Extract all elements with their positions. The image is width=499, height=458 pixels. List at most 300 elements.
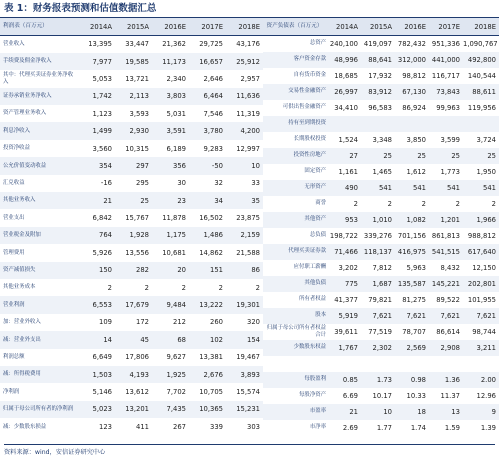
income-table-row xyxy=(0,36,263,53)
cell-value: 17,806 xyxy=(125,353,149,362)
income-table-row xyxy=(0,192,263,209)
income-table-row xyxy=(0,157,263,174)
cell-value: 764 xyxy=(78,227,115,244)
cell-value: 320 xyxy=(247,318,260,327)
row-label: 市盈率 xyxy=(263,404,329,420)
cell-value: 88,611 xyxy=(463,84,499,100)
cell-value: 2 xyxy=(218,283,223,292)
income-table-row xyxy=(0,122,263,139)
row-label: 总资产 xyxy=(309,40,326,47)
cell-value: 1,950 xyxy=(476,167,496,176)
cell-value: 15,574 xyxy=(236,388,260,396)
cell-value: 15,767 xyxy=(125,214,149,223)
income-table-row xyxy=(0,140,263,157)
cell-value: 617,640 xyxy=(463,244,499,260)
row-label: 投资性房地产 xyxy=(263,148,329,164)
cell-value: 953 xyxy=(329,212,361,228)
cell-value: 2,569 xyxy=(395,340,429,356)
balance-table-row xyxy=(263,244,499,260)
cell-value: 86,924 xyxy=(402,103,426,112)
income-table-row xyxy=(0,418,263,435)
income-year-header: 2015A xyxy=(115,18,152,36)
cell-value: 32 xyxy=(214,179,223,188)
row-label: 归属于母公司所有者的净利润 xyxy=(0,401,78,418)
cell-value xyxy=(463,116,499,132)
income-table-row xyxy=(0,296,263,313)
row-label: 市净率 xyxy=(309,424,326,431)
cell-value: 2,302 xyxy=(361,340,395,356)
row-label: 手续费及佣金净收入 xyxy=(0,53,78,70)
cell-value: 3,599 xyxy=(440,135,460,144)
row-label: 利息净收入 xyxy=(0,122,78,139)
cell-value: 441,000 xyxy=(429,52,463,68)
cell-value: 5,023 xyxy=(78,401,115,418)
cell-value: 13,612 xyxy=(125,388,149,396)
balance-table-row xyxy=(263,100,499,116)
cell-value: 154 xyxy=(226,331,263,348)
cell-value: 34,410 xyxy=(334,103,358,112)
cell-value: 3,202 xyxy=(338,263,358,272)
cell-value: 1,486 xyxy=(189,227,226,244)
balance-year-header: 2018E xyxy=(463,18,499,36)
cell-value: 490 xyxy=(329,180,361,196)
cell-value: 77,519 xyxy=(368,327,392,336)
row-label: 无形资产 xyxy=(263,180,329,196)
cell-value: 1,524 xyxy=(338,135,358,144)
cell-value: 1,465 xyxy=(372,167,392,176)
cell-value: 41,377 xyxy=(334,295,358,304)
cell-value: 2,957 xyxy=(240,74,260,83)
cell-value: 26,997 xyxy=(329,84,361,100)
row-label: 净利润 xyxy=(3,388,20,395)
cell-value: 145,221 xyxy=(429,276,463,292)
balance-table-row xyxy=(263,228,499,244)
income-table-row xyxy=(0,279,263,296)
cell-value: 29,725 xyxy=(199,40,223,49)
cell-value: 140,544 xyxy=(467,71,496,80)
balance-table-row xyxy=(263,68,499,84)
balance-table-row xyxy=(263,36,499,52)
cell-value: 81,275 xyxy=(402,295,426,304)
cell-value: 1,966 xyxy=(463,212,499,228)
row-label: 营业收入 xyxy=(3,41,25,48)
cell-value: 43,176 xyxy=(236,40,260,49)
cell-value: 1.39 xyxy=(480,423,496,432)
cell-value: 775 xyxy=(329,276,361,292)
balance-table-row xyxy=(263,420,499,436)
cell-value: 5,146 xyxy=(92,388,112,396)
row-label: 代理买卖证券款 xyxy=(263,244,329,260)
cell-value: 356 xyxy=(152,157,189,174)
cell-value: 1,090,767 xyxy=(463,39,498,48)
balance-table-row xyxy=(263,116,499,132)
cell-value: 240,100 xyxy=(329,39,358,48)
cell-value: 7,621 xyxy=(395,308,429,324)
balance-year-header: 2015A xyxy=(361,18,395,36)
row-label: 总负债 xyxy=(309,232,326,239)
cell-value: 282 xyxy=(115,262,152,279)
cell-value: 0.98 xyxy=(395,372,429,388)
cell-value: 2,908 xyxy=(429,340,463,356)
cell-value: 10,681 xyxy=(162,248,186,257)
cell-value: 150 xyxy=(78,262,115,279)
cell-value: 2,676 xyxy=(189,366,226,383)
cell-value xyxy=(429,356,463,372)
cell-value: 1,161 xyxy=(338,167,358,176)
cell-value: 1,612 xyxy=(406,167,426,176)
cell-value: 0.85 xyxy=(329,372,361,388)
cell-value: 1.73 xyxy=(361,372,395,388)
row-label: 证券承销业务净收入 xyxy=(0,88,78,105)
income-table-row xyxy=(0,244,263,261)
cell-value: 9,627 xyxy=(166,353,186,362)
cell-value: 2 xyxy=(491,199,496,208)
balance-year-header: 2014A xyxy=(329,18,361,36)
cell-value: 15,231 xyxy=(226,401,263,418)
cell-value: 2 xyxy=(255,283,260,292)
cell-value: 6,464 xyxy=(189,88,226,105)
cell-value: 19,585 xyxy=(115,53,152,70)
row-label: 每股盈利 xyxy=(263,372,329,388)
row-label: 营业利润 xyxy=(0,296,78,313)
row-label: 其他业务收入 xyxy=(0,192,78,209)
cell-value: 25,912 xyxy=(226,53,263,70)
cell-value: 1,175 xyxy=(152,227,189,244)
cell-value: 5,031 xyxy=(166,109,186,118)
cell-value: 3,780 xyxy=(189,122,226,139)
cell-value: 5,963 xyxy=(406,263,426,272)
cell-value: 7,621 xyxy=(361,308,395,324)
cell-value: 3,591 xyxy=(152,122,189,139)
cell-value: 10 xyxy=(226,157,263,174)
cell-value: 172 xyxy=(136,318,149,327)
income-table-row xyxy=(0,349,263,366)
cell-value: 416,975 xyxy=(395,244,429,260)
cell-value: 2 xyxy=(144,283,149,292)
cell-value: 119,956 xyxy=(467,103,496,112)
cell-value: 33 xyxy=(251,179,260,188)
cell-value xyxy=(463,356,499,372)
row-label: 营业税金及附加 xyxy=(0,227,78,244)
income-table-row xyxy=(0,366,263,383)
cell-value: 312,000 xyxy=(395,52,429,68)
cell-value xyxy=(361,116,395,132)
cell-value: 86,614 xyxy=(436,327,460,336)
cell-value: 17,679 xyxy=(115,296,152,313)
cell-value: 98,812 xyxy=(402,71,426,80)
balance-table-row xyxy=(263,148,499,164)
cell-value: 25 xyxy=(463,148,499,164)
cell-value: 135,587 xyxy=(395,276,429,292)
income-table-row xyxy=(0,227,263,244)
cell-value: 701,156 xyxy=(397,231,426,240)
cell-value: 2,113 xyxy=(115,88,152,105)
cell-value: 14,862 xyxy=(199,248,223,257)
cell-value: 3,724 xyxy=(476,135,496,144)
cell-value: 267 xyxy=(173,422,186,431)
cell-value: 7,621 xyxy=(463,308,499,324)
row-label: 所有者权益 xyxy=(299,296,326,303)
row-label: 投资净收益 xyxy=(3,145,30,152)
cell-value: 2.69 xyxy=(342,423,358,432)
cell-value: 492,800 xyxy=(463,52,499,68)
cell-value: 6,189 xyxy=(166,144,186,153)
cell-value: 9,484 xyxy=(152,296,189,313)
cell-value xyxy=(429,116,463,132)
row-label: 资产管理业务收入 xyxy=(3,110,47,117)
cell-value: 419,097 xyxy=(363,39,392,48)
cell-value: 73,843 xyxy=(429,84,463,100)
cell-value: 102 xyxy=(189,331,226,348)
cell-value: -50 xyxy=(189,157,226,174)
balance-table-row xyxy=(263,356,499,372)
cell-value: 1,123 xyxy=(92,109,112,118)
cell-value: 71,466 xyxy=(329,244,361,260)
cell-value xyxy=(395,356,429,372)
cell-value: 1.36 xyxy=(429,372,463,388)
balance-table-row xyxy=(263,388,499,404)
cell-value: 39,611 xyxy=(334,327,358,336)
cell-value: 27 xyxy=(329,148,361,164)
cell-value: 6.69 xyxy=(342,391,358,400)
balance-table-row xyxy=(263,180,499,196)
cell-value: 11,878 xyxy=(162,214,186,223)
balance-year-header: 2017E xyxy=(429,18,463,36)
row-label: 商誉 xyxy=(315,200,326,207)
income-year-header: 2014A xyxy=(78,18,115,36)
cell-value: 2,930 xyxy=(115,122,152,139)
cell-value: 13,556 xyxy=(125,248,149,257)
income-table-row xyxy=(0,53,263,70)
cell-value: 782,432 xyxy=(397,39,426,48)
cell-value: 7,435 xyxy=(152,401,189,418)
income-year-header: 2017E xyxy=(189,18,226,36)
cell-value: 2 xyxy=(421,199,426,208)
cell-value: 541 xyxy=(395,180,429,196)
cell-value: 541,515 xyxy=(429,244,463,260)
cell-value: 6,553 xyxy=(78,296,115,313)
income-table-row xyxy=(0,209,263,226)
row-label: 其他业务成本 xyxy=(3,284,36,291)
balance-sheet-table xyxy=(263,17,499,436)
cell-value: 541 xyxy=(429,180,463,196)
cell-value: 2.00 xyxy=(463,372,499,388)
row-label: 归属于母公司所有者权益合计 xyxy=(266,324,326,338)
row-label: 持有至到期投资 xyxy=(263,116,329,132)
balance-table-row xyxy=(263,276,499,292)
cell-value: 11.37 xyxy=(440,391,460,400)
cell-value: 2,646 xyxy=(203,74,223,83)
row-label: 固定资产 xyxy=(304,168,326,175)
cell-value: 1,010 xyxy=(361,212,395,228)
balance-table-row xyxy=(263,132,499,148)
income-table-row xyxy=(0,401,263,418)
cell-value: 1.74 xyxy=(410,423,426,432)
cell-value: 6,649 xyxy=(92,353,112,362)
cell-value: 1.59 xyxy=(444,423,460,432)
cell-value: 18 xyxy=(395,404,429,420)
cell-value: 21 xyxy=(78,192,115,209)
cell-value: 354 xyxy=(78,157,115,174)
cell-value: 1,499 xyxy=(78,122,115,139)
cell-value: 9 xyxy=(463,404,499,420)
cell-value: 25 xyxy=(115,192,152,209)
balance-table-row xyxy=(263,196,499,212)
balance-header-label: 资产负债表（百万元） xyxy=(263,18,329,36)
cell-value: 48,996 xyxy=(329,52,361,68)
balance-table-row xyxy=(263,324,499,340)
source-note: 资料来源：wind，安信证券研究中心 xyxy=(4,444,495,456)
cell-value: 86 xyxy=(226,262,263,279)
cell-value: 3,348 xyxy=(372,135,392,144)
cell-value: 9,283 xyxy=(203,144,223,153)
row-label: 其中：代理买卖证券业务净收入 xyxy=(3,72,74,85)
row-label: 营业支出 xyxy=(3,214,25,221)
cell-value: 2 xyxy=(353,199,358,208)
cell-value: 6,842 xyxy=(92,214,112,223)
cell-value: 951,336 xyxy=(431,39,460,48)
cell-value: 14 xyxy=(78,331,115,348)
cell-value: 1,773 xyxy=(440,167,460,176)
cell-value: 98,744 xyxy=(472,327,496,336)
row-label xyxy=(263,356,329,372)
cell-value: 988,812 xyxy=(467,231,496,240)
income-table-row xyxy=(0,383,263,400)
cell-value: 260 xyxy=(210,318,223,327)
cell-value: 3,850 xyxy=(406,135,426,144)
balance-table-row xyxy=(263,372,499,388)
row-label: 减：少数股东损益 xyxy=(3,423,47,430)
cell-value: 541 xyxy=(463,180,499,196)
cell-value: 295 xyxy=(136,179,149,188)
income-header-row xyxy=(0,18,263,36)
cell-value: 13,222 xyxy=(189,296,226,313)
cell-value: 4,193 xyxy=(115,366,152,383)
balance-table-body xyxy=(263,36,499,436)
cell-value xyxy=(395,116,429,132)
income-year-header: 2016E xyxy=(152,18,189,36)
income-table-row xyxy=(0,70,263,87)
cell-value: 11,319 xyxy=(236,109,260,118)
cell-value xyxy=(361,356,395,372)
row-label: 可供出售金融资产 xyxy=(282,104,326,111)
cell-value: 2,159 xyxy=(226,227,263,244)
cell-value: 10.33 xyxy=(406,391,426,400)
cell-value: 198,722 xyxy=(329,231,358,240)
cell-value: 11,636 xyxy=(226,88,263,105)
cell-value: 1,928 xyxy=(115,227,152,244)
cell-value: 101,955 xyxy=(467,295,496,304)
cell-value: 2 xyxy=(107,283,112,292)
cell-value: 89,522 xyxy=(436,295,460,304)
row-label: 资产减值损失 xyxy=(0,262,78,279)
cell-value: 411 xyxy=(136,422,149,431)
cell-value: 45 xyxy=(115,331,152,348)
cell-value: 25 xyxy=(429,148,463,164)
row-label: 减：营业外支出 xyxy=(0,331,78,348)
row-label: 管理费用 xyxy=(3,249,25,256)
cell-value: 339,276 xyxy=(363,231,392,240)
cell-value: 3,893 xyxy=(226,366,263,383)
cell-value: 16,657 xyxy=(189,53,226,70)
cell-value: 20 xyxy=(152,262,189,279)
cell-value: 339 xyxy=(210,422,223,431)
cell-value: 18,685 xyxy=(334,71,358,80)
row-label: 股本 xyxy=(263,308,329,324)
cell-value: 1,687 xyxy=(361,276,395,292)
row-label: 自有货币资金 xyxy=(293,72,326,79)
cell-value: 67,130 xyxy=(395,84,429,100)
cell-value: 12.96 xyxy=(476,391,496,400)
cell-value: 23,875 xyxy=(236,214,260,223)
cell-value: 303 xyxy=(247,422,260,431)
cell-value: 10 xyxy=(361,404,395,420)
income-header-label: 利润表（百万元） xyxy=(0,18,78,36)
income-table-row xyxy=(0,314,263,331)
cell-value: 16,502 xyxy=(199,214,223,223)
row-label: 交易性金融资产 xyxy=(263,84,329,100)
cell-value: 23 xyxy=(152,192,189,209)
cell-value: 21 xyxy=(329,404,361,420)
cell-value: 25 xyxy=(395,148,429,164)
income-statement-table xyxy=(0,17,263,436)
income-table-row xyxy=(0,262,263,279)
income-table-row xyxy=(0,88,263,105)
row-label: 公允价值变动收益 xyxy=(0,157,78,174)
cell-value: 1,925 xyxy=(152,366,189,383)
balance-year-header: 2016E xyxy=(395,18,429,36)
row-label: 每股净资产 xyxy=(299,392,326,399)
balance-table-row xyxy=(263,52,499,68)
cell-value: 19,467 xyxy=(236,353,260,362)
income-year-header: 2018E xyxy=(226,18,263,36)
cell-value: 30 xyxy=(177,179,186,188)
cell-value: 25 xyxy=(361,148,395,164)
cell-value: 7,546 xyxy=(203,109,223,118)
cell-value: 21,588 xyxy=(236,248,260,257)
income-table-row xyxy=(0,105,263,122)
cell-value: 7,621 xyxy=(429,308,463,324)
cell-value: 13,201 xyxy=(115,401,152,418)
balance-table-row xyxy=(263,308,499,324)
cell-value: 1.77 xyxy=(376,423,392,432)
cell-value: 1,742 xyxy=(78,88,115,105)
cell-value: 21,362 xyxy=(162,40,186,49)
cell-value: 33,447 xyxy=(125,40,149,49)
cell-value: 10.17 xyxy=(372,391,392,400)
balance-table-row xyxy=(263,164,499,180)
cell-value: 297 xyxy=(115,157,152,174)
cell-value: 17,932 xyxy=(368,71,392,80)
row-label: 加：营业外收入 xyxy=(3,319,41,326)
cell-value: 19,301 xyxy=(226,296,263,313)
income-table-body xyxy=(0,36,263,436)
cell-value: 3,211 xyxy=(463,340,499,356)
cell-value: 78,707 xyxy=(402,327,426,336)
cell-value: 3,560 xyxy=(92,144,112,153)
cell-value: 10,705 xyxy=(199,388,223,396)
cell-value: 5,919 xyxy=(329,308,361,324)
cell-value: 7,702 xyxy=(166,388,186,396)
cell-value: 3,803 xyxy=(152,88,189,105)
cell-value: 116,717 xyxy=(431,71,460,80)
cell-value: 7,812 xyxy=(372,263,392,272)
cell-value: 68 xyxy=(152,331,189,348)
cell-value: 202,801 xyxy=(463,276,499,292)
income-table-row xyxy=(0,175,263,192)
cell-value: 12,997 xyxy=(236,144,260,153)
cell-value: 5,053 xyxy=(92,74,112,83)
